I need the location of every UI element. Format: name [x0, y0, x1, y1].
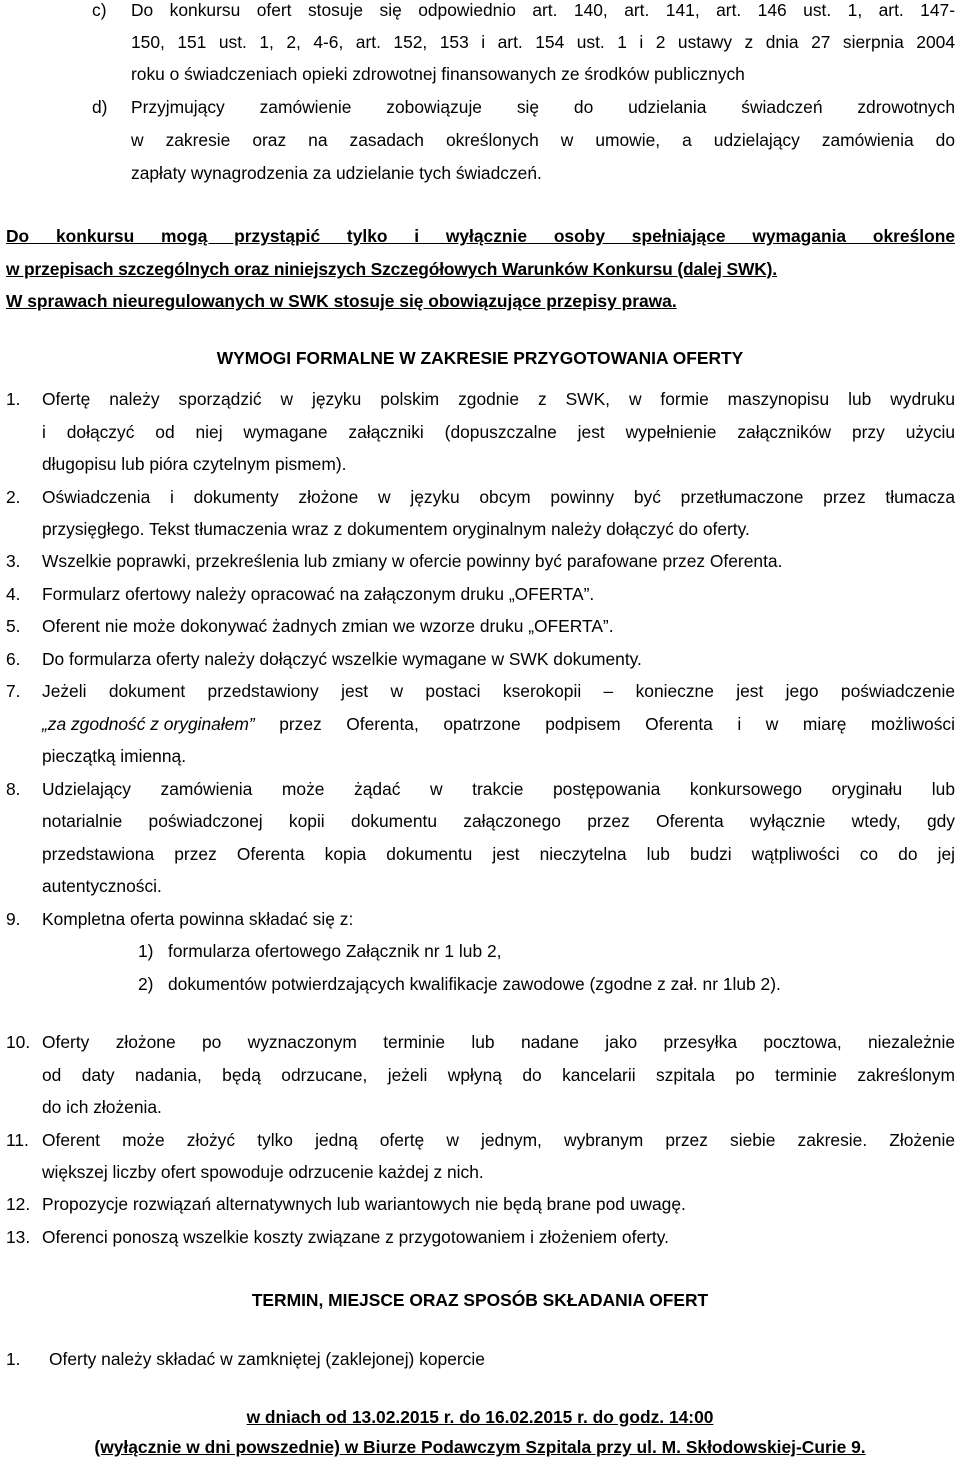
req-7-line-2-rest: przez Oferenta, opatrzone podpisem Oferenta i w miarę możliwości [254, 714, 955, 734]
req-11-line-1: Oferent może złożyć tylko jedną ofertę w jednym, wybranym przez siebie zakresie. Złożenie [42, 1130, 955, 1150]
item-c-line-3: roku o świadczeniach opieki zdrowotnej finansowanych ze środków publicznych [131, 64, 745, 84]
req-7-line-2 [42, 712, 955, 736]
req-7-line-3: pieczątką imienną. [42, 746, 187, 766]
req-9-line-1: Kompletna oferta powinna składać się z: [42, 909, 354, 929]
intro-line-1: Do konkursu mogą przystąpić tylko i wyłącznie osoby spełniające wymagania określone [6, 226, 955, 246]
req-9-sub-2-num: 2) [138, 974, 154, 994]
req-6-num: 6. [6, 649, 21, 669]
section-heading-deadline: TERMIN, MIEJSCE ORAZ SPOSÓB SKŁADANIA OFERT [251, 1290, 709, 1310]
req-7-line-1: Jeżeli dokument przedstawiony jest w postaci kserokopii – konieczne jest jego poświadczenie [42, 681, 955, 701]
req-5-num: 5. [6, 616, 21, 636]
item-d-line-2: w zakresie oraz na zasadach określonych w umowie, a udzielający zamówienia do [131, 130, 955, 150]
req-1-line-1: Ofertę należy sporządzić w języku polskim zgodnie z SWK, w formie maszynopisu lub wydruku [42, 389, 955, 409]
req-10-line-3: do ich złożenia. [42, 1097, 162, 1117]
req-7-num: 7. [6, 681, 21, 701]
deadline-dates: w dniach od 13.02.2015 r. do 16.02.2015 r. do godz. 14:00 [246, 1407, 714, 1427]
req-2-line-2: przysięgłego. Tekst tłumaczenia wraz z dokumentem oryginalnym należy dołączyć do oferty. [42, 519, 750, 539]
deadline-item-num: 1. [6, 1349, 21, 1369]
req-8-line-2: notarialnie poświadczonej kopii dokumentu załączonego przez Oferenta wyłącznie wtedy, gdy [42, 811, 955, 831]
req-10-line-1: Oferty złożone po wyznaczonym terminie lub nadane jako przesyłka pocztowa, niezależnie [42, 1032, 955, 1052]
req-3-line-1: Wszelkie poprawki, przekreślenia lub zmiany w ofercie powinny być parafowane przez Oferenta. [42, 551, 783, 571]
req-8-line-1: Udzielający zamówienia może żądać w trakcie postępowania konkursowego oryginału lub [42, 779, 955, 799]
req-5-line-1: Oferent nie może dokonywać żadnych zmian we wzorze druku „OFERTA”. [42, 616, 614, 636]
req-1-line-3: długopisu lub pióra czytelnym pismem). [42, 454, 347, 474]
req-9-sub-2-text: dokumentów potwierdzających kwalifikacje zawodowe (zgodne z zał. nr 1lub 2). [168, 974, 781, 994]
req-9-num: 9. [6, 909, 21, 929]
item-d-line-1: Przyjmujący zamówienie zobowiązuje się do udzielania świadczeń zdrowotnych [131, 97, 955, 117]
req-12-line-1: Propozycje rozwiązań alternatywnych lub wariantowych nie będą brane pod uwagę. [42, 1194, 686, 1214]
deadline-place: (wyłącznie w dni powszednie) w Biurze Podawczym Szpitala przy ul. M. Skłodowskiej-Curie 9. [94, 1437, 866, 1457]
deadline-item-text: Oferty należy składać w zamkniętej (zaklejonej) kopercie [49, 1349, 485, 1369]
section-heading-requirements: WYMOGI FORMALNE W ZAKRESIE PRZYGOTOWANIA OFERTY [216, 348, 744, 368]
req-1-num: 1. [6, 389, 21, 409]
item-c-marker: c) [92, 0, 107, 20]
req-7-italic-quote: „za zgodność z oryginałem” [42, 714, 255, 734]
item-d-marker: d) [92, 97, 108, 117]
req-2-line-1: Oświadczenia i dokumenty złożone w języku obcym powinny być przetłumaczone przez tłumacza [42, 487, 955, 507]
req-4-num: 4. [6, 584, 21, 604]
req-8-line-3: przedstawiona przez Oferenta kopia dokumentu jest nieczytelna lub budzi wątpliwości co do jej [42, 844, 955, 864]
req-10-line-2: od daty nadania, będą odrzucane, jeżeli wpłyną do kancelarii szpitala po terminie zakreślonym [42, 1065, 955, 1085]
req-1-line-2: i dołączyć od niej wymagane załączniki (dopuszczalne jest wypełnienie załączników przy użyciu [42, 422, 955, 442]
req-9-sub-1-text: formularza ofertowego Załącznik nr 1 lub 2, [168, 941, 502, 961]
req-8-line-4: autentyczności. [42, 876, 162, 896]
req-4-line-1: Formularz ofertowy należy opracować na załączonym druku „OFERTA”. [42, 584, 595, 604]
req-9-sub-1-num: 1) [138, 941, 154, 961]
req-11-num: 11. [6, 1130, 29, 1150]
req-6-line-1: Do formularza oferty należy dołączyć wszelkie wymagane w SWK dokumenty. [42, 649, 642, 669]
intro-line-3: W sprawach nieuregulowanych w SWK stosuje się obowiązujące przepisy prawa. [6, 291, 677, 311]
req-12-num: 12. [6, 1194, 31, 1214]
req-3-num: 3. [6, 551, 21, 571]
req-13-num: 13. [6, 1227, 31, 1247]
req-10-num: 10. [6, 1032, 31, 1052]
req-11-line-2: większej liczby ofert spowoduje odrzucenie każdej z nich. [42, 1162, 484, 1182]
req-2-num: 2. [6, 487, 21, 507]
intro-line-2: w przepisach szczególnych oraz niniejszych Szczegółowych Warunków Konkursu (dalej SWK). [6, 259, 777, 279]
item-d-line-3: zapłaty wynagrodzenia za udzielanie tych świadczeń. [131, 163, 542, 183]
req-13-line-1: Oferenci ponoszą wszelkie koszty związane z przygotowaniem i złożeniem oferty. [42, 1227, 669, 1247]
item-c-line-2: 150, 151 ust. 1, 2, 4-6, art. 152, 153 i art. 154 ust. 1 i 2 ustawy z dnia 27 sierpnia 2004 [131, 32, 955, 52]
req-8-num: 8. [6, 779, 21, 799]
item-c-line-1: Do konkursu ofert stosuje się odpowiednio art. 140, art. 141, art. 146 ust. 1, art. 147- [131, 0, 955, 20]
